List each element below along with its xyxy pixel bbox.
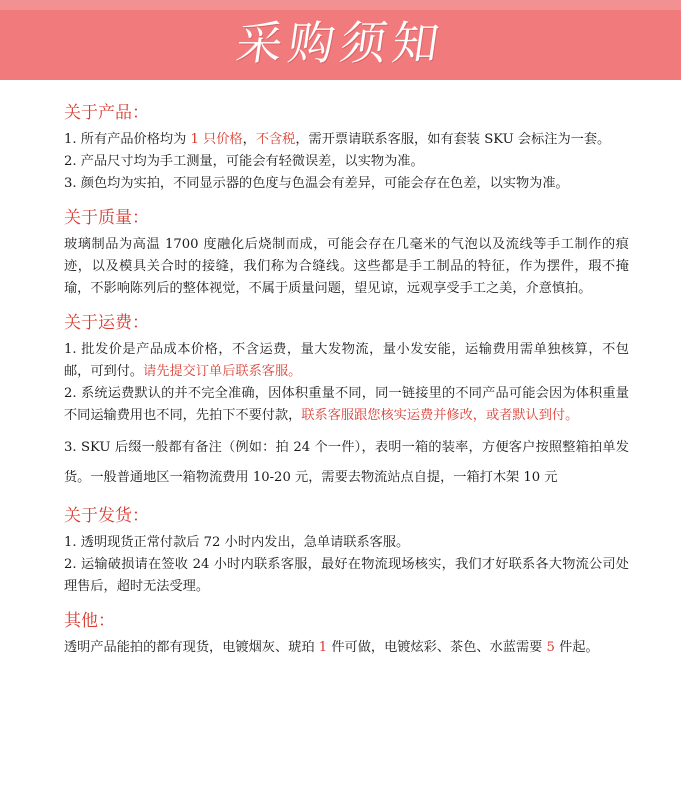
text-run: 2. 系统运费默认的并不完全准确，因体积重量不同，同一链接里的不同产品可能会因为体积重量不同运输费用也不同，先拍下不要付款， bbox=[64, 386, 629, 423]
highlight-text: 1 bbox=[318, 640, 328, 655]
text-run: 3. SKU 后缀一般都有备注（例如：拍 24 个一件），表明一箱的装率，方便客户按照整箱拍单发货。一般普通地区一箱物流费用 10-20 元，需要去物流站点自提，一箱打木架 10 元 bbox=[64, 440, 629, 485]
text-run: 1. 所有产品价格均为 bbox=[64, 132, 191, 147]
text-run: 1. 批发价是产品成本价格，不含运费，量大发物流，量小发安能，运输费用需单独核算，不包邮，可到付。 bbox=[64, 342, 629, 379]
text-run: 3. 颜色均为实拍，不同显示器的色度与色温会有差异，可能会存在色差，以实物为准。 bbox=[64, 176, 569, 191]
paragraph bbox=[64, 151, 629, 173]
text-run: 1. 透明现货正常付款后 72 小时内发出，急单请联系客服。 bbox=[64, 535, 410, 550]
paragraph bbox=[64, 234, 629, 300]
section-shipping-fee bbox=[64, 308, 629, 493]
section-quality bbox=[64, 203, 629, 300]
paragraph bbox=[64, 173, 629, 195]
paragraph bbox=[64, 433, 629, 493]
highlight-text: 5 bbox=[546, 640, 555, 655]
text-run: 件可做，电镀炫彩、茶色、水蓝需要 bbox=[327, 640, 547, 655]
section-title: 关于产品： bbox=[64, 103, 149, 123]
section-title: 关于质量： bbox=[64, 208, 149, 228]
highlight-text: 1 只价格 bbox=[190, 132, 243, 147]
text-run: 玻璃制品为高温 1700 度融化后烧制而成，可能会存在几毫米的气泡以及流线等手工制作的痕迹，以及模具关合时的接缝，我们称为合缝线。这些都是手工制品的特征，作为摆件，瑕不掩瑜，不影响陈列后的整体视觉，不属于质量问题，望见谅，远观享受手工之美，介意慎拍。 bbox=[64, 237, 629, 296]
text-run: 2. 运输破损请在签收 24 小时内联系客服，最好在物流现场核实，我们才好联系各大物流公司处理售后，超时无法受理。 bbox=[64, 557, 629, 594]
paragraph bbox=[64, 554, 629, 598]
section-title: 关于运费： bbox=[64, 313, 149, 333]
highlight-text: 请先提交订单后联系客服。 bbox=[143, 364, 302, 379]
text-run: ，需开票请联系客服，如有套装 SKU 会标注为一套。 bbox=[295, 132, 611, 147]
section-other bbox=[64, 606, 629, 659]
text-run: 透明产品能拍的都有现货，电镀烟灰、琥珀 bbox=[64, 640, 319, 655]
paragraph bbox=[64, 532, 629, 554]
section-title: 其他： bbox=[64, 611, 115, 631]
paragraph bbox=[64, 637, 629, 659]
text-run: 件起。 bbox=[554, 640, 599, 655]
paragraph bbox=[64, 129, 629, 151]
notice-content bbox=[0, 80, 681, 659]
highlight-text: 不含税 bbox=[255, 132, 296, 147]
text-run: 2. 产品尺寸均为手工测量，可能会有轻微误差，以实物为准。 bbox=[64, 154, 424, 169]
section-product bbox=[64, 98, 629, 195]
paragraph bbox=[64, 383, 629, 427]
banner-title: 采购须知 bbox=[232, 16, 448, 70]
highlight-text: 联系客服跟您核实运费并修改，或者默认到付。 bbox=[301, 408, 579, 423]
section-delivery bbox=[64, 501, 629, 598]
header-banner bbox=[0, 0, 681, 80]
text-run: ， bbox=[242, 132, 256, 147]
paragraph bbox=[64, 339, 629, 383]
section-title: 关于发货： bbox=[64, 506, 149, 526]
